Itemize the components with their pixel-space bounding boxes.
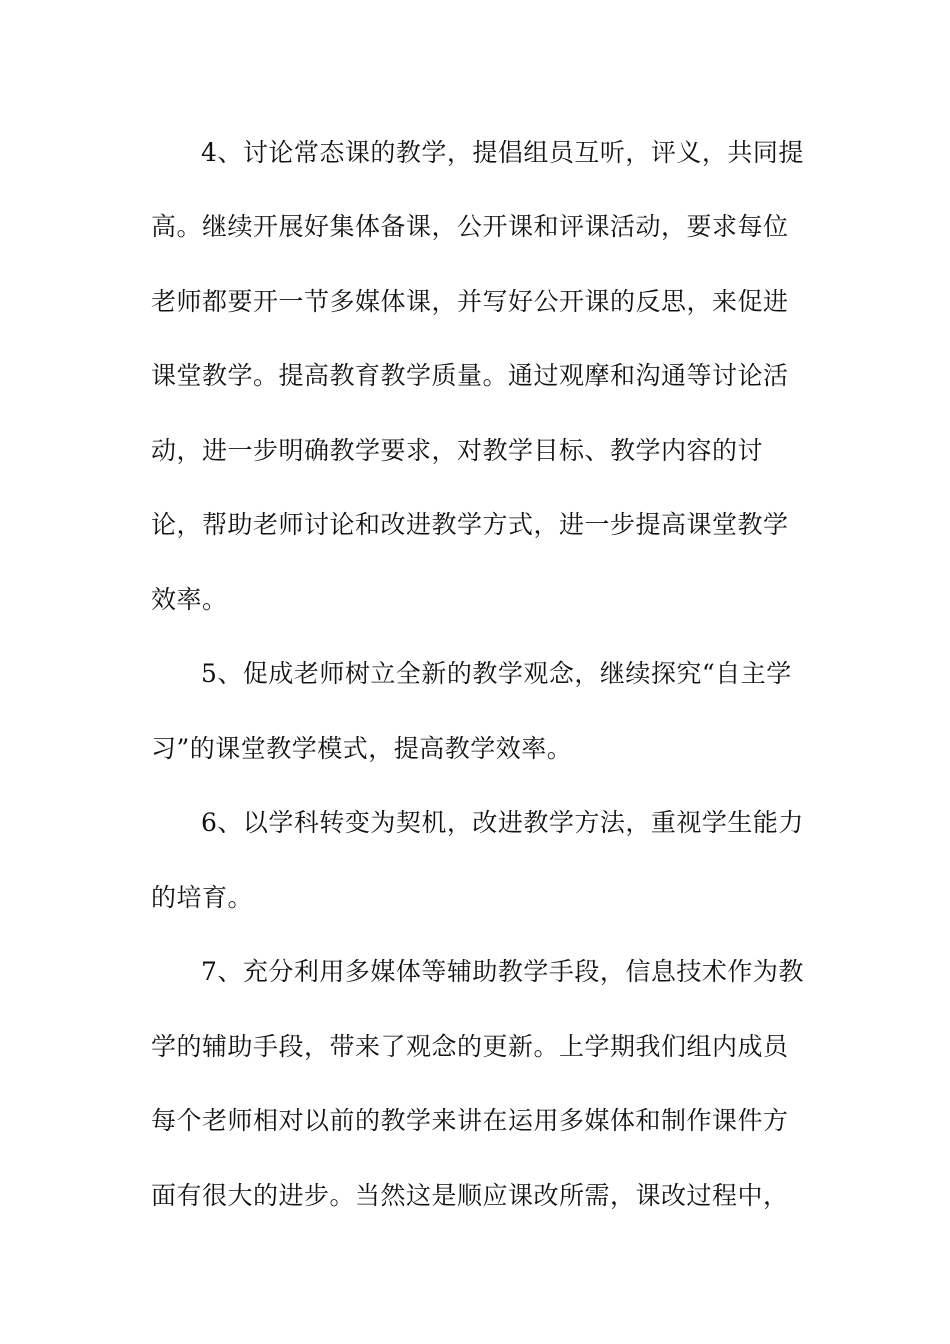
paragraph-4-line-4: 课堂教学。提高教育教学质量。通过观摩和沟通等讨论活 [151, 361, 789, 390]
paragraph-4-line-5: 动，进一步明确教学要求，对教学目标、教学内容的讨 [151, 436, 764, 465]
paragraph-4-line-2: 高。继续开展好集体备课，公开课和评课活动，要求每位 [151, 212, 789, 241]
paragraph-6-line-1: 6、以学科转变为契机，改进教学方法，重视学生能力 [201, 808, 804, 837]
paragraph-4-line-1: 4、讨论常态课的教学，提倡组员互听，评义，共同提 [201, 138, 804, 167]
paragraph-7-line-2: 学的辅助手段，带来了观念的更新。上学期我们组内成员 [151, 1032, 789, 1061]
paragraph-6-line-2: 的培育。 [151, 883, 254, 912]
paragraph-5-line-2: 习”的课堂教学模式，提高教学效率。 [151, 734, 573, 763]
paragraph-4-line-6: 论，帮助老师讨论和改进教学方式，进一步提高课堂教学 [151, 510, 789, 539]
paragraph-5-line-1: 5、促成老师树立全新的教学观念，继续探究“自主学 [201, 659, 792, 688]
paragraph-4-line-3: 老师都要开一节多媒体课，并写好公开课的反思，来促进 [151, 287, 789, 316]
paragraph-7-line-1: 7、充分利用多媒体等辅助教学手段，信息技术作为教 [201, 957, 804, 986]
paragraph-7-line-3: 每个老师相对以前的教学来讲在运用多媒体和制作课件方 [151, 1106, 789, 1135]
paragraph-4-line-7: 效率。 [151, 585, 228, 614]
paragraph-7-line-4: 面有很大的进步。当然这是顺应课改所需，课改过程中， [151, 1181, 789, 1210]
